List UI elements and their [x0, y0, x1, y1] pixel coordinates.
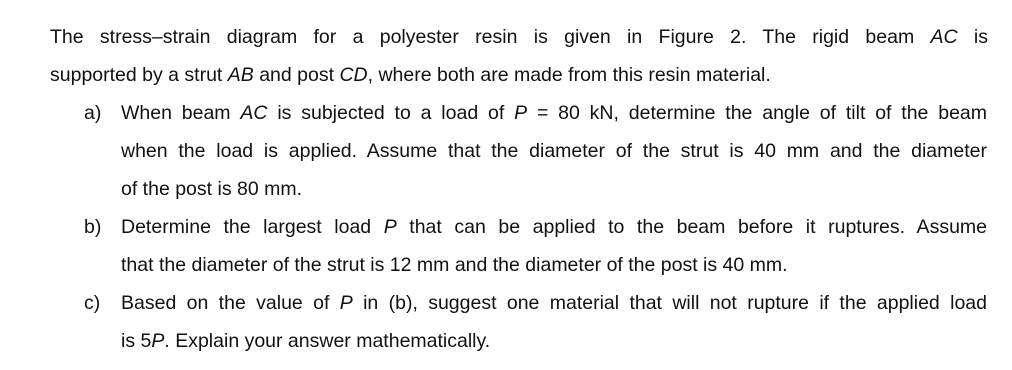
question-text: When beam — [121, 102, 241, 124]
load-symbol-p: P — [151, 330, 165, 352]
question-a-line-3: of the post is 80 mm. — [121, 178, 302, 200]
question-c-label: c) — [84, 292, 101, 314]
question-text: is subjected to a load of — [267, 102, 515, 124]
question-text: in (b), suggest one material that will not rupture if the applied load — [352, 292, 987, 314]
load-symbol-p: P — [339, 292, 353, 314]
question-text: = 80 kN, determine the angle of tilt of the beam — [527, 102, 988, 124]
question-c-line-1 — [121, 291, 987, 315]
question-c-line-2 — [121, 329, 987, 353]
load-symbol-p: P — [383, 216, 397, 238]
intro-line-1 — [50, 25, 988, 49]
intro-text: , where both are made from this resin material. — [367, 64, 771, 86]
question-a-label: a) — [84, 102, 102, 124]
post-label-cd: CD — [339, 64, 368, 86]
beam-label-ac: AC — [240, 102, 268, 124]
intro-text: is — [957, 26, 989, 48]
question-text: . Explain your answer mathematically. — [164, 330, 491, 352]
intro-text: The stress–strain diagram for a polyester resin is given in Figure 2. The rigid beam — [50, 26, 931, 48]
intro-text: supported by a strut — [50, 64, 228, 86]
intro-line-2 — [50, 63, 988, 87]
question-text: Determine the largest load — [121, 216, 384, 238]
question-text: Based on the value of — [121, 292, 340, 314]
question-a-line-2: when the load is applied. Assume that the diameter of the strut is 40 mm and the diameter — [121, 140, 987, 162]
question-text: that can be applied to the beam before it ruptures. Assume — [396, 216, 987, 238]
question-b-line-1 — [121, 215, 987, 239]
question-text: is 5 — [121, 330, 152, 352]
question-b-label: b) — [84, 216, 102, 238]
question-a-line-1 — [121, 101, 987, 125]
intro-text: and post — [253, 64, 340, 86]
load-symbol-p: P — [514, 102, 528, 124]
strut-label-ab: AB — [227, 64, 254, 86]
question-b-line-2: that the diameter of the strut is 12 mm and the diameter of the post is 40 mm. — [121, 254, 788, 276]
beam-label-ac: AC — [930, 26, 958, 48]
